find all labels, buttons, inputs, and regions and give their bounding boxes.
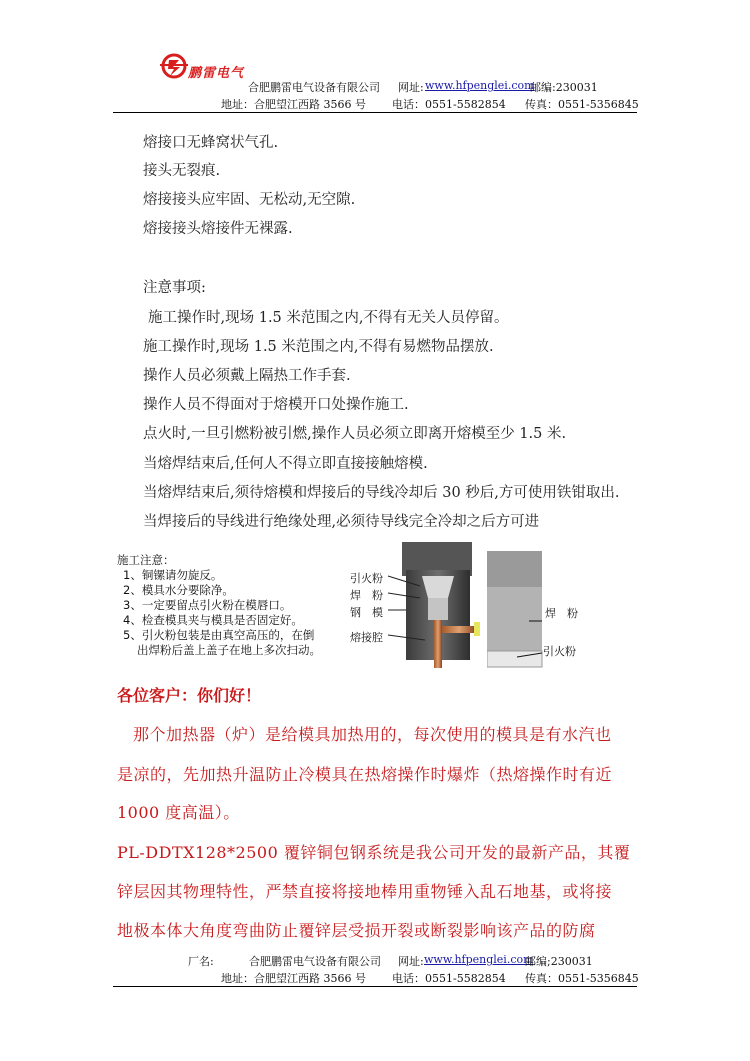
notes-title: 注意事项: — [143, 280, 206, 296]
photo-label: 焊 粉 — [350, 589, 383, 602]
header-fax: 传真：0551-5356845 — [525, 98, 639, 111]
photo-label: 钢 模 — [350, 606, 383, 619]
figure-note-item: 2、模具水分要除净。 — [123, 583, 234, 597]
figure-note-item: 1、铜镙请勿旋反。 — [123, 568, 223, 582]
photo-label: 引火粉 — [350, 572, 383, 585]
header-address: 地址：合肥望江西路 3566 号 — [221, 98, 366, 111]
diagram-label: 引火粉 — [543, 645, 576, 658]
footer-factory-label: 厂名: — [188, 955, 214, 968]
customer-line: 那个加热器（炉）是给模具加热用的，每次使用的模具是有水汽也 — [133, 725, 612, 744]
footer-postcode: 邮编;230031 — [525, 955, 593, 968]
requirement-line: 熔接接头熔接件无裸露. — [143, 221, 293, 237]
footer-address: 地址：合肥望江西路 3566 号 — [221, 972, 366, 985]
footer-divider — [113, 986, 637, 987]
note-line: 操作人员不得面对于熔模开口处操作施工. — [143, 397, 409, 413]
note-line: 施工操作时,现场 1.5 米范围之内,不得有易燃物品摆放. — [143, 339, 494, 355]
note-line: 当焊接后的导线进行绝缘处理,必须待导线完全冷却之后方可进 — [143, 514, 540, 530]
header-website-label: 网址: — [398, 81, 424, 94]
logo-text: 鹏雷电气 — [188, 66, 245, 81]
figure-note-item: 3、一定要留点引火粉在模唇口。 — [123, 598, 292, 612]
diagram-label: 焊 粉 — [545, 607, 578, 620]
note-line: 施工操作时,现场 1.5 米范围之内,不得有无关人员停留。 — [148, 310, 509, 326]
customer-line: 锌层因其物理特性，严禁直接将接地棒用重物锤入乱石地基，或将接 — [117, 882, 613, 901]
header-website-link[interactable]: www.hfpenglei.com — [425, 79, 535, 92]
footer-company-name: 合肥鹏雷电气设备有限公司 — [249, 955, 381, 968]
note-line: 当熔焊结束后,任何人不得立即直接接触熔模. — [143, 456, 428, 472]
header-divider — [113, 112, 637, 113]
footer-fax: 传真：0551-5356845 — [525, 972, 639, 985]
customer-line: 是凉的，先加热升温防止冷模具在热熔操作时爆炸（热熔操作时有近 — [117, 765, 613, 784]
requirement-line: 熔接接头应牢固、无松动,无空隙. — [143, 192, 356, 208]
requirement-line: 熔接口无蜂窝状气孔. — [143, 135, 279, 151]
header-postcode: 邮编:230031 — [530, 81, 598, 94]
company-logo-icon — [160, 51, 190, 81]
customer-greeting: 各位客户：你们好！ — [117, 686, 262, 705]
customer-line: 地极本体大角度弯曲防止覆锌层受损开裂或断裂影响该产品的防腐 — [117, 921, 596, 940]
customer-line: 1000 度高温）。 — [117, 803, 240, 822]
figure-notes-title: 施工注意： — [117, 553, 175, 567]
customer-line: PL-DDTX128*2500 覆锌铜包钢系统是我公司开发的最新产品，其覆 — [117, 843, 631, 862]
photo-label: 熔接腔 — [350, 631, 383, 644]
requirement-line: 接头无裂痕. — [143, 163, 221, 179]
header-company-name: 合肥鹏雷电气设备有限公司 — [248, 81, 380, 94]
figure-notes — [117, 553, 321, 658]
footer-website-label: 网址: — [398, 955, 424, 968]
figure-note-item: 出焊粉后盖上盖子在地上多次扫动。 — [137, 643, 321, 657]
figure-note-item: 4、检查模具夹与模具是否固定好。 — [123, 613, 303, 627]
footer-website-link[interactable]: www.hfpenglei.com — [424, 953, 534, 966]
photo-label-leaders — [380, 570, 440, 650]
note-line: 点火时,一旦引燃粉被引燃,操作人员必须立即离开熔模至少 1.5 米. — [143, 426, 567, 442]
header-phone: 电话：0551-5582854 — [392, 98, 506, 111]
note-line: 操作人员必须戴上隔热工作手套. — [143, 368, 351, 384]
note-line: 当熔焊结束后,须待熔模和焊接后的导线冷却后 30 秒后,方可使用铁钳取出. — [143, 485, 620, 501]
footer-phone: 电话：0551-5582854 — [392, 972, 506, 985]
figure-note-item: 5、引火粉包装是由真空高压的，在倒 — [123, 628, 315, 642]
